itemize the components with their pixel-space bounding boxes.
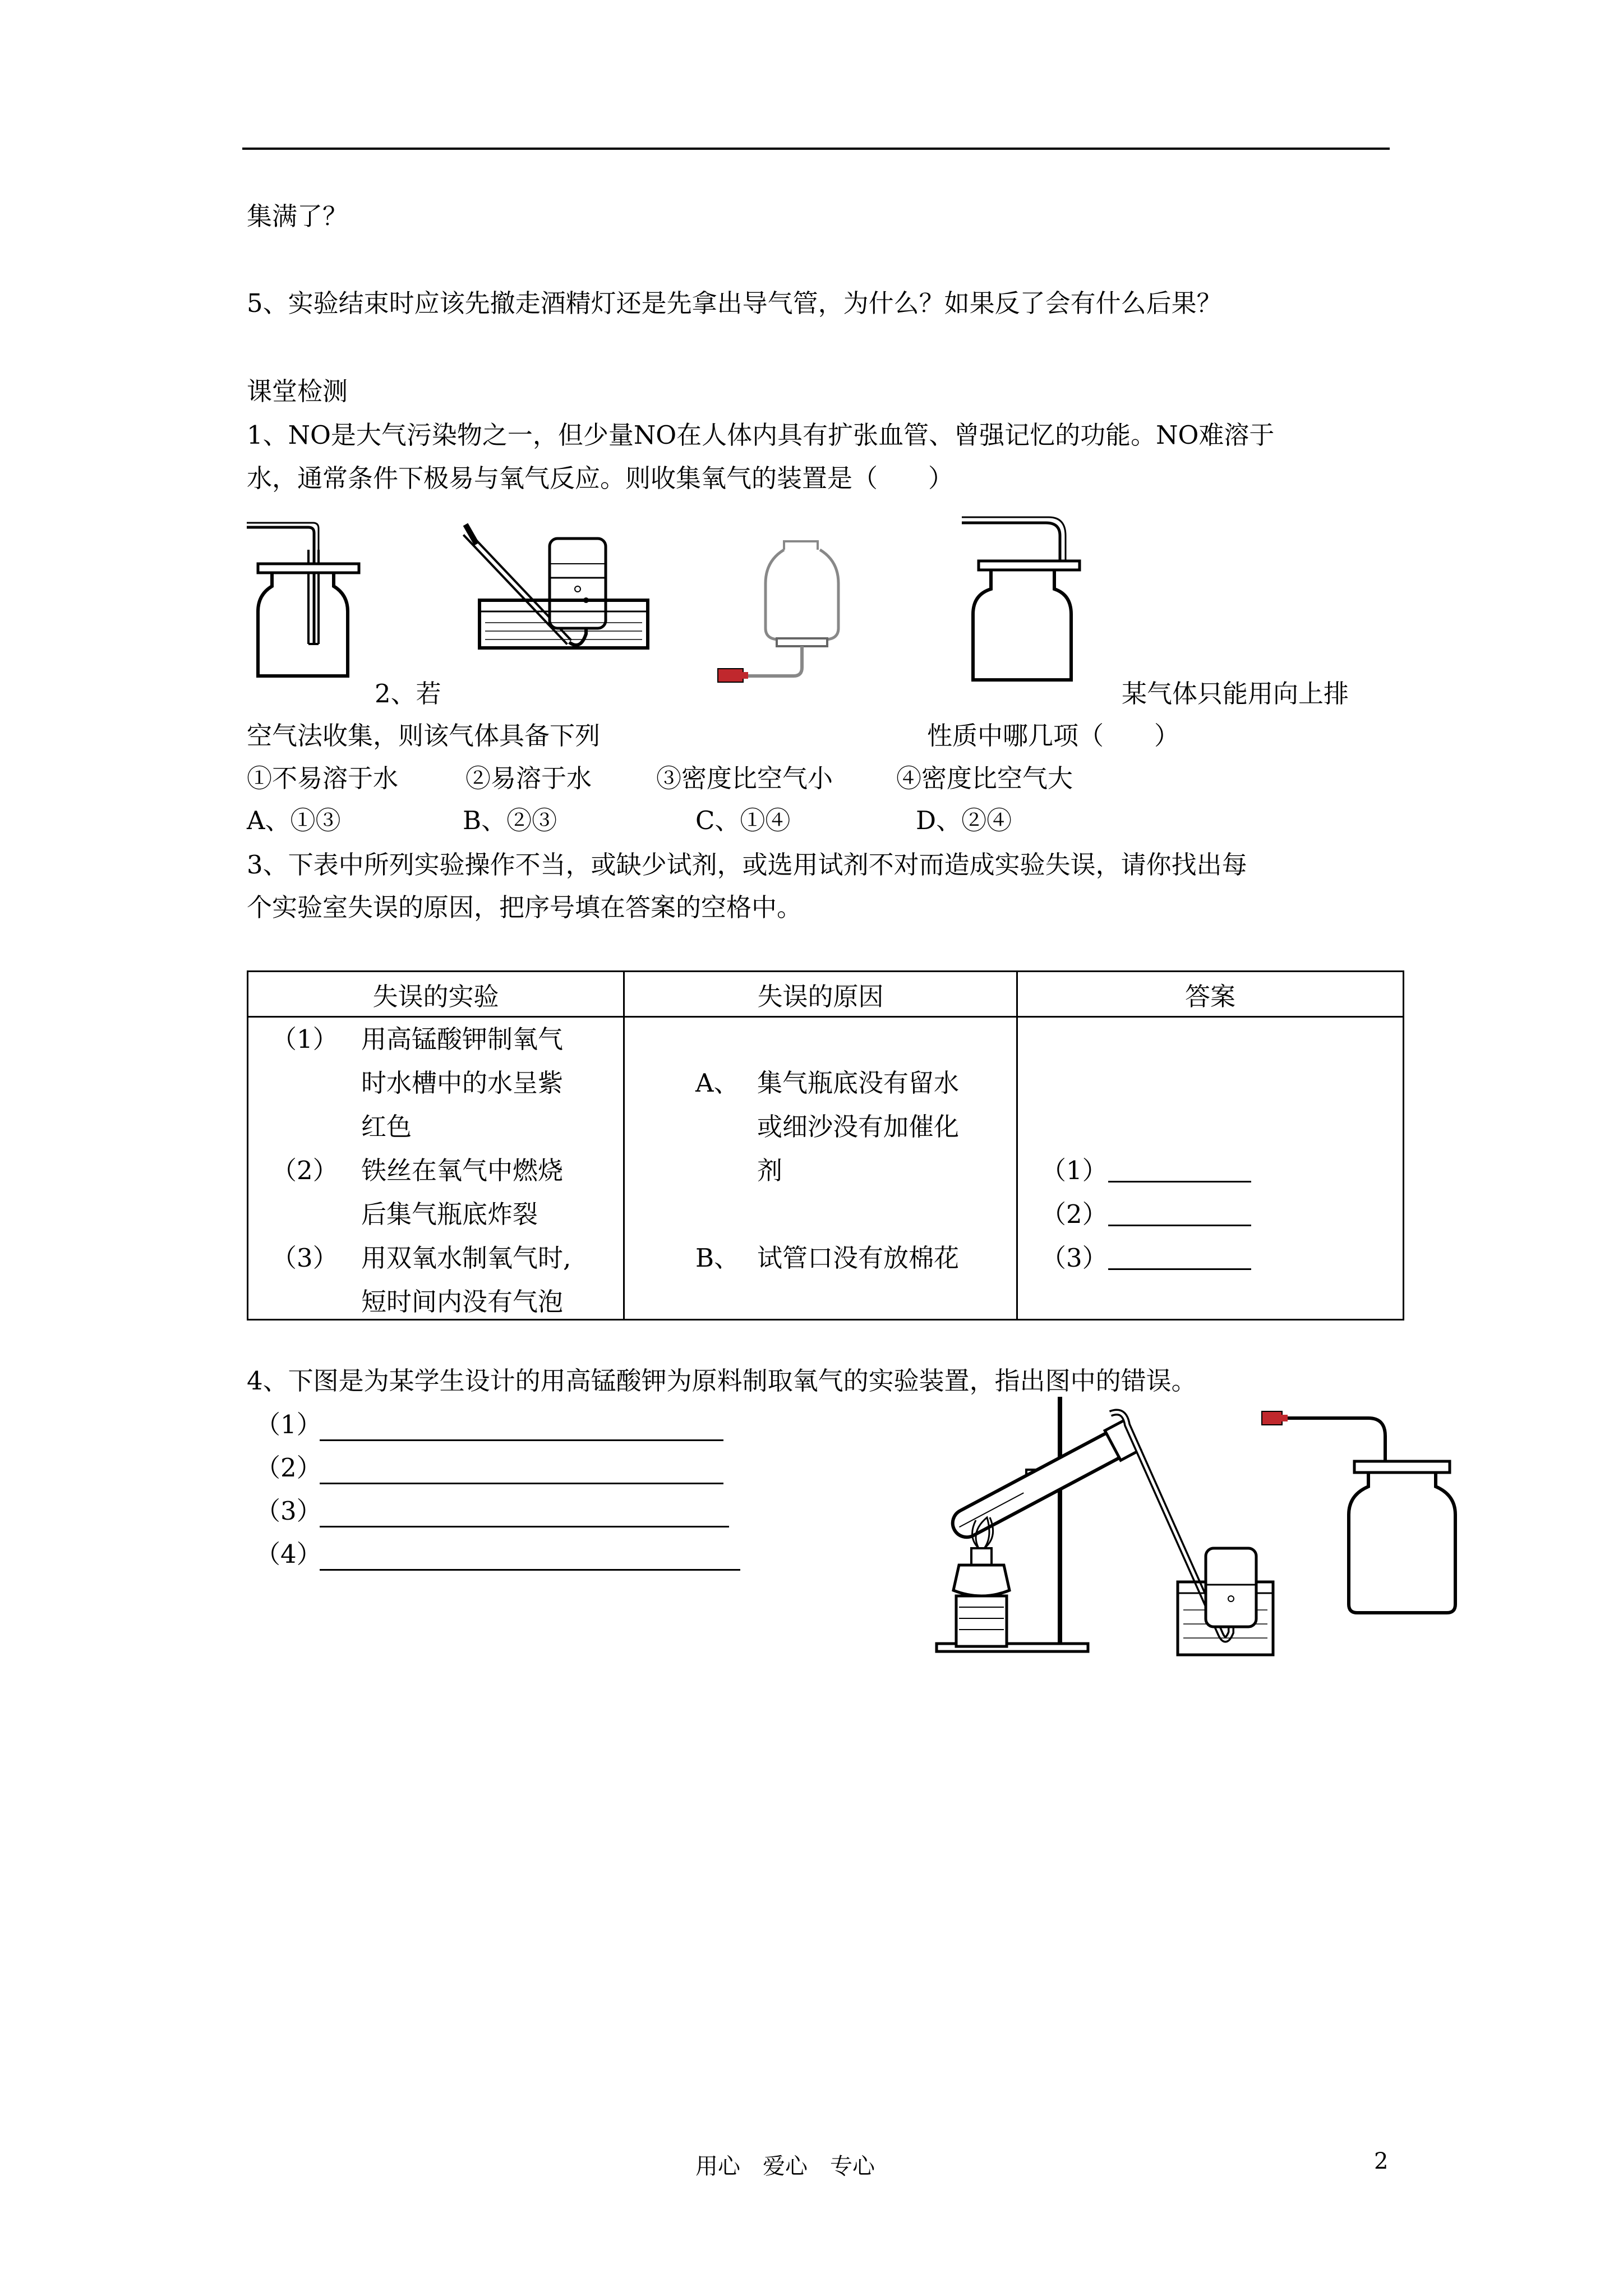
- q4-item-1-blank[interactable]: [320, 1439, 723, 1441]
- experiments-cell: [248, 1017, 624, 1320]
- cause-b-label: B、: [695, 1243, 740, 1273]
- question-4-title: 4、下图是为某学生设计的用高锰酸钾为原料制取氧气的实验装置，指出图中的错误。: [247, 1366, 1197, 1396]
- experiment-3-line: 短时间内没有气泡: [361, 1287, 564, 1317]
- answer-1-blank[interactable]: [1108, 1181, 1251, 1182]
- experiment-2-line: 铁丝在氧气中燃烧: [361, 1156, 564, 1185]
- water-displacement-figure: [460, 522, 651, 651]
- section-title: 课堂检测: [247, 376, 348, 406]
- experiment-3-num: （3）: [271, 1243, 338, 1273]
- question-3-line2: 个实验室失误的原因，把序号填在答案的空格中。: [247, 892, 803, 922]
- cause-a-label: A、: [695, 1068, 739, 1098]
- q4-item-4-blank[interactable]: [320, 1569, 740, 1571]
- answer-2-blank[interactable]: [1108, 1225, 1251, 1226]
- header-rule: [242, 148, 1390, 150]
- answer-1-label: （1）: [1041, 1156, 1108, 1185]
- answer-2-label: （2）: [1041, 1199, 1108, 1229]
- choice-b: B、②③: [463, 806, 557, 835]
- cause-b-line: 试管口没有放棉花: [757, 1243, 960, 1273]
- property-4: ④密度比空气大: [896, 763, 1073, 793]
- choice-c: C、①④: [695, 806, 791, 835]
- question-2-line2a: 空气法收集，则该气体具备下列: [247, 721, 601, 751]
- gas-jar-long-tube-figure: [247, 516, 359, 684]
- experiment-1-line: 时水槽中的水呈紫: [361, 1068, 564, 1098]
- error-table: [247, 970, 1404, 1320]
- question-2-line2b: 性质中哪几项（ ）: [927, 721, 1180, 751]
- kmno4-apparatus-figure: [937, 1397, 1464, 1660]
- experiment-1-num: （1）: [271, 1024, 338, 1054]
- choice-d: D、②④: [916, 806, 1012, 835]
- question-5: 5、实验结束时应该先撤走酒精灯还是先拿出导气管，为什么？如果反了会有什么后果？: [247, 288, 1222, 318]
- header-answer: 答案: [1017, 972, 1404, 1017]
- experiment-2-line: 后集气瓶底炸裂: [361, 1199, 538, 1229]
- q4-item-3-blank[interactable]: [320, 1526, 729, 1527]
- answer-3-blank[interactable]: [1108, 1268, 1251, 1270]
- property-2: ②易溶于水: [465, 763, 592, 793]
- cause-a-line: 剂: [757, 1156, 783, 1185]
- question-3-line1: 3、下表中所列实验操作不当，或缺少试剂，或选用试剂不对而造成实验失误，请你找出每: [247, 850, 1247, 880]
- experiment-1-line: 红色: [361, 1112, 412, 1142]
- cause-a-line: 集气瓶底没有留水: [757, 1068, 960, 1098]
- answers-cell: [1017, 1017, 1404, 1320]
- q4-item-3-label: （3）: [255, 1496, 322, 1526]
- experiment-1-line: 用高锰酸钾制氧气: [361, 1024, 564, 1054]
- q4-item-4-label: （4）: [255, 1539, 322, 1569]
- choice-a: A、①③: [247, 806, 341, 835]
- q4-item-1-label: （1）: [255, 1410, 322, 1439]
- footer-motto: 用心 爱心 专心: [695, 2154, 875, 2179]
- header-cause: 失误的原因: [624, 972, 1017, 1017]
- question-1-line2: 水，通常条件下极易与氧气反应。则收集氧气的装置是（ ）: [247, 463, 954, 493]
- cause-a-line: 或细沙没有加催化: [757, 1112, 960, 1142]
- property-3: ③密度比空气小: [656, 763, 833, 793]
- gas-jar-short-tube-figure: [962, 516, 1085, 690]
- experiment-3-line: 用双氧水制氧气时,: [361, 1243, 571, 1273]
- page-number: 2: [1374, 2148, 1389, 2174]
- question-1-line1: 1、NO是大气污染物之一，但少量NO在人体内具有扩张血管、曾强记忆的功能。NO难溶于: [247, 420, 1275, 450]
- question-2-suffix: 某气体只能用向上排: [1122, 679, 1349, 708]
- downward-air-figure: [718, 539, 864, 679]
- experiment-2-num: （2）: [271, 1156, 338, 1185]
- continued-text: 集满了？: [247, 201, 348, 231]
- question-2-prefix: 2、若: [375, 679, 441, 708]
- q4-item-2-blank[interactable]: [320, 1483, 723, 1484]
- q4-item-2-label: （2）: [255, 1453, 322, 1483]
- header-experiment: 失误的实验: [248, 972, 624, 1017]
- causes-cell: [624, 1017, 1017, 1320]
- property-1: ①不易溶于水: [247, 763, 399, 793]
- answer-3-label: （3）: [1041, 1243, 1108, 1273]
